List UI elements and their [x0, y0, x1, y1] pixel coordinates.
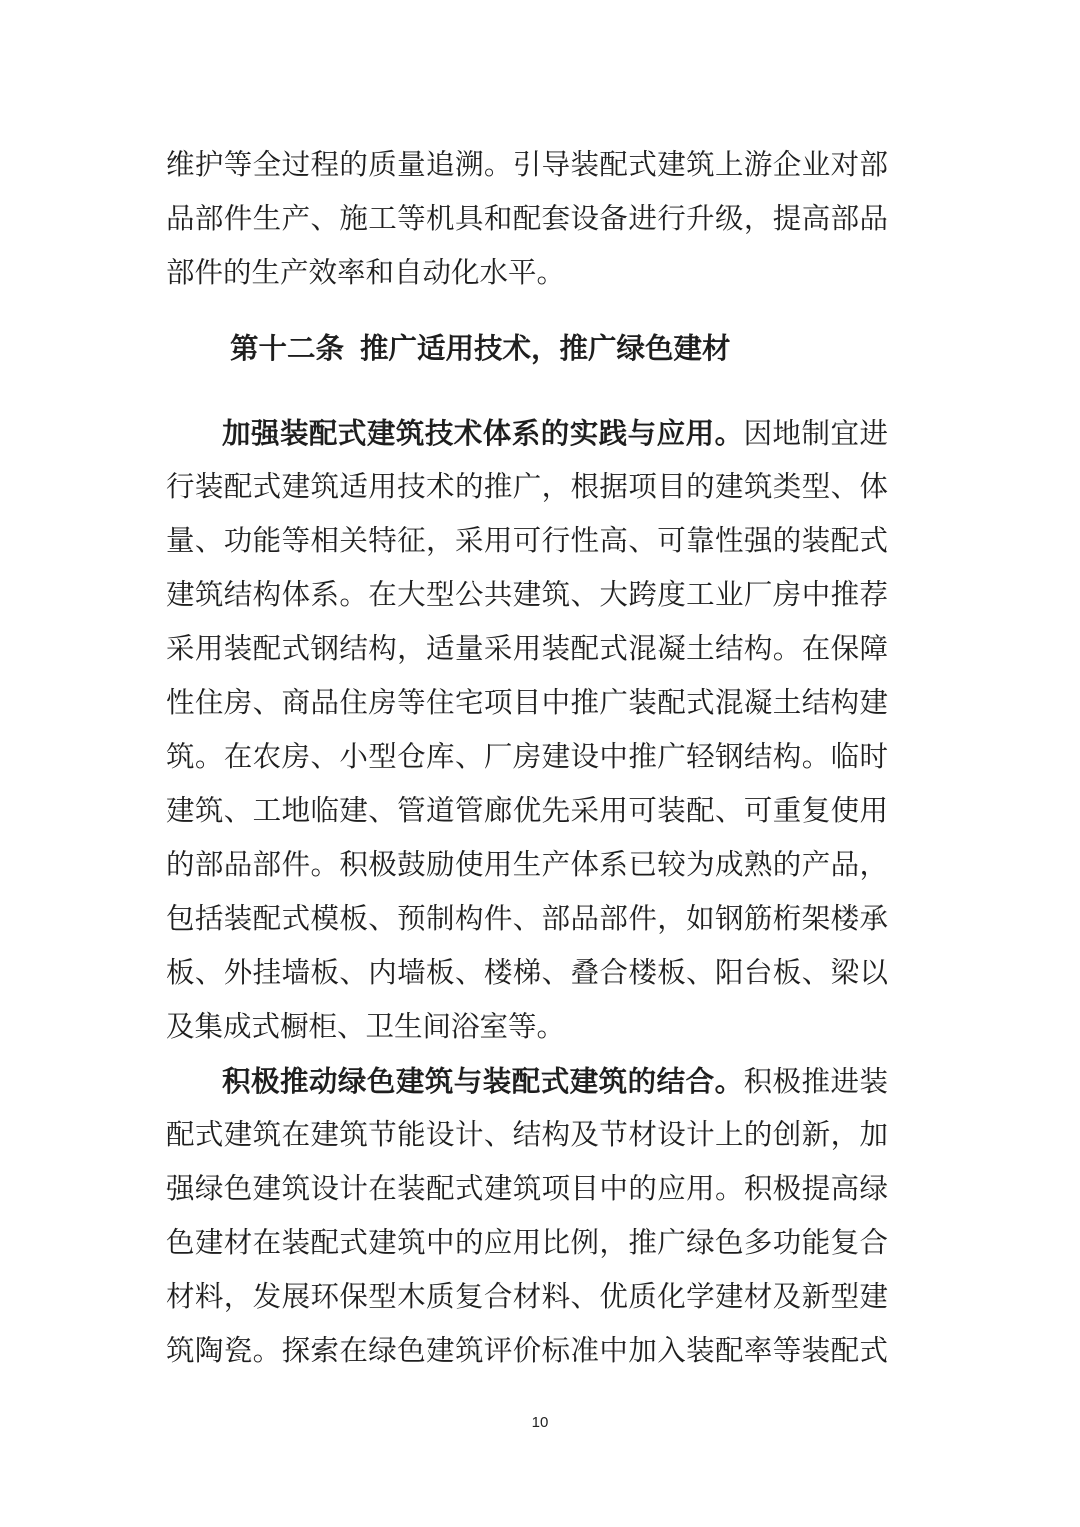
text-line: 采用装配式钢结构，适量采用装配式混凝土结构。在保障	[166, 632, 888, 665]
text-line: 色建材在装配式建筑中的应用比例，推广绿色多功能复合	[166, 1226, 888, 1259]
text-line: 的部品部件。积极鼓励使用生产体系已较为成熟的产品，	[166, 848, 888, 881]
text-line: 及集成式橱柜、卫生间浴室等。	[166, 1010, 566, 1043]
text-line: 量、功能等相关特征，采用可行性高、可靠性强的装配式	[166, 524, 888, 557]
paragraph-lead: 积极推动绿色建筑与装配式建筑的结合。	[222, 1064, 744, 1098]
text-line: 品部件生产、施工等机具和配套设备进行升级，提高部品	[166, 202, 888, 235]
text-line: 包括装配式模板、预制构件、部品部件，如钢筋桁架楼承	[166, 902, 888, 935]
text-line: 建筑、工地临建、管道管廊优先采用可装配、可重复使用	[166, 794, 888, 827]
text-line: 维护等全过程的质量追溯。引导装配式建筑上游企业对部	[166, 148, 888, 181]
text-line: 筑。在农房、小型仓库、厂房建设中推广轻钢结构。临时	[166, 740, 888, 773]
paragraph-first-line	[222, 1061, 888, 1101]
text-line: 强绿色建筑设计在装配式建筑项目中的应用。积极提高绿	[166, 1172, 888, 1205]
paragraph-text: 因地制宜进	[743, 417, 888, 450]
text-line: 行装配式建筑适用技术的推广，根据项目的建筑类型、体	[166, 470, 888, 503]
paragraph-text: 积极推进装	[743, 1065, 888, 1098]
article-title: 推广适用技术，推广绿色建材	[360, 331, 731, 365]
text-line: 建筑结构体系。在大型公共建筑、大跨度工业厂房中推荐	[166, 578, 888, 611]
text-line: 配式建筑在建筑节能设计、结构及节材设计上的创新，加	[166, 1118, 888, 1151]
article-number: 第十二条	[230, 331, 345, 365]
page-number: 10	[531, 1414, 549, 1431]
article-heading	[230, 326, 731, 370]
text-line: 材料，发展环保型木质复合材料、优质化学建材及新型建	[166, 1280, 888, 1313]
paragraph-first-line	[222, 413, 888, 453]
text-line: 板、外挂墙板、内墙板、楼梯、叠合楼板、阳台板、梁以	[166, 956, 888, 989]
paragraph-lead: 加强装配式建筑技术体系的实践与应用。	[222, 416, 744, 450]
text-line: 性住房、商品住房等住宅项目中推广装配式混凝土结构建	[166, 686, 888, 719]
text-line: 部件的生产效率和自动化水平。	[166, 256, 566, 289]
text-line: 筑陶瓷。探索在绿色建筑评价标准中加入装配率等装配式	[166, 1334, 888, 1367]
